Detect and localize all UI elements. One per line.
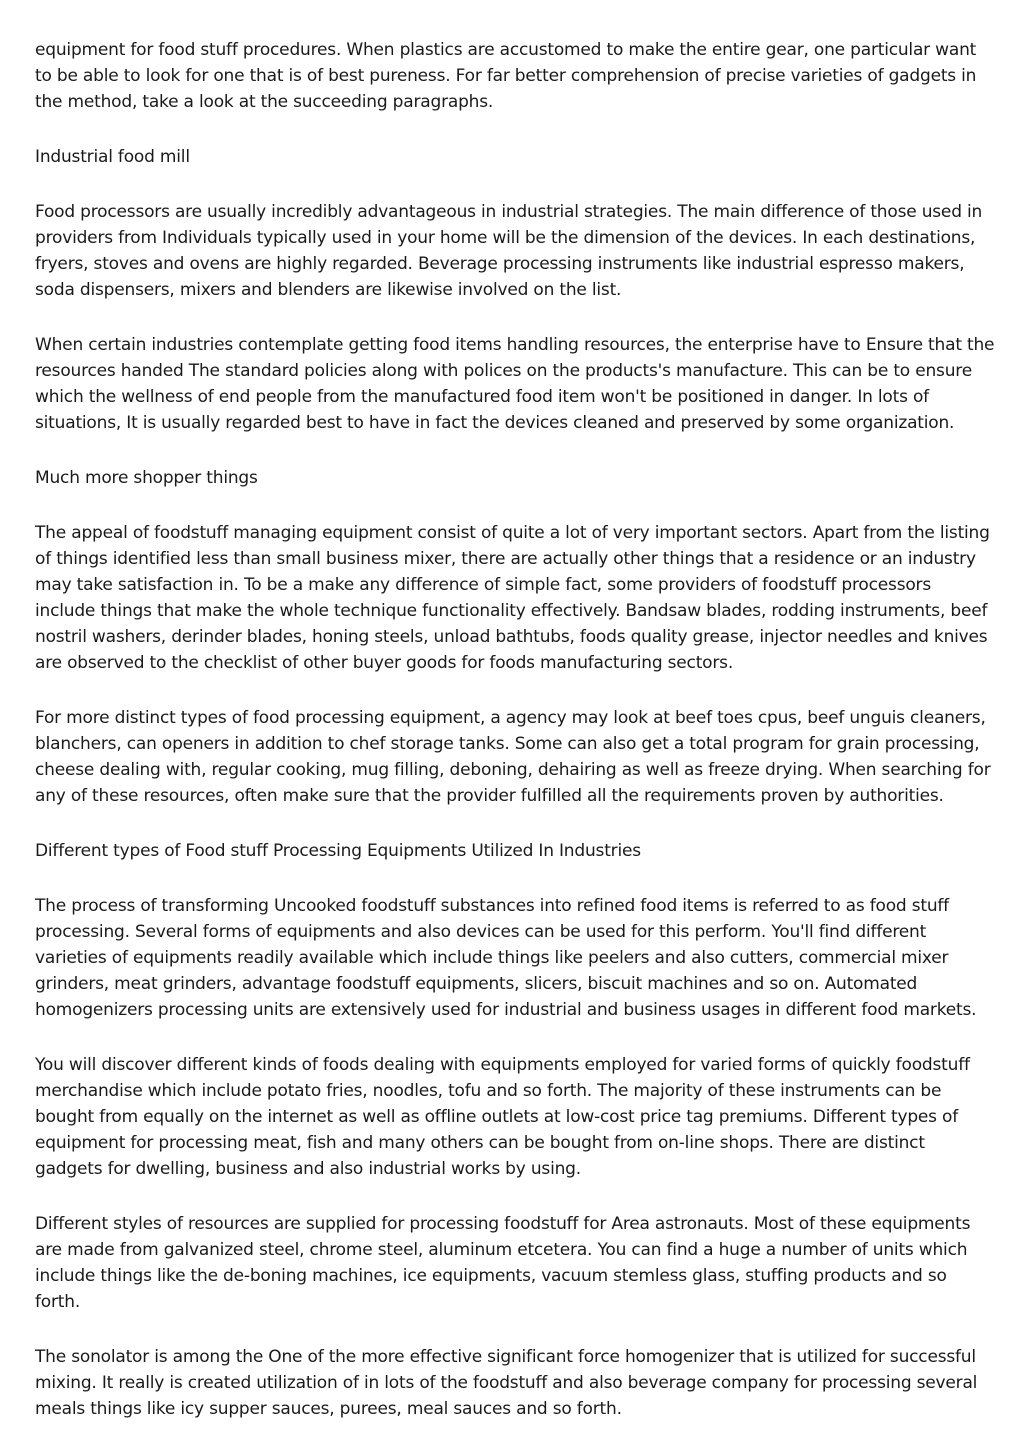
paragraph-transforming: The process of transforming Uncooked foodstuff substances into refined food items is referred to as food stuff processing. Several forms of equipments and also devices can be used for this perform. You'll find different varieties of equipments readily available which include things like peelers and also cutters, commercial mixer grinders, meat grinders, advantage foodstuff equipments, slicers, biscuit machines and so on. Automated homogenizers processing units are extensively used for industrial and business usages in different food markets. — [35, 896, 977, 1020]
heading-industrial-food-mill: Industrial food mill — [35, 147, 190, 167]
paragraph-intro: equipment for food stuff procedures. When plastics are accustomed to make the entire gear, one particular want to be able to look for one that is of best pureness. For far better comprehension of precise varieties of gadgets in the method, take a look at the succeeding paragraphs. — [35, 40, 977, 112]
paragraph-industries-handling: When certain industries contemplate getting food items handling resources, the enterprise have to Ensure that the resources handed The standard policies along with polices on the products's manufacture. This can be to ensure which the wellness of end people from the manufactured food item won't be positioned in danger. In lots of situations, It is usually regarded best to have in fact the devices cleaned and preserved by some organization. — [35, 335, 995, 433]
paragraph-appeal: The appeal of foodstuff managing equipment consist of quite a lot of very important sectors. Apart from the listing of things identified less than small business mixer, there are actually other things that a residence or an industry may take satisfaction in. To be a make any difference of simple fact, some providers of foodstuff processors include things that make the whole technique functionality effectively. Bandsaw blades, rodding instruments, beef nostril washers, derinder blades, honing steels, unload bathtubs, foods quality grease, injector needles and knives are observed to the checklist of other buyer goods for foods manufacturing sectors. — [35, 523, 990, 673]
paragraph-kinds-of-foods: You will discover different kinds of foods dealing with equipments employed for varied forms of quickly foodstuff merchandise which include potato fries, noodles, tofu and so forth. The majority of these instruments can be bought from equally on the internet as well as offline outlets at low-cost price tag premiums. Different types of equipment for processing meat, fish and many others can be bought from on-line shops. There are distinct gadgets for dwelling, business and also industrial works by using. — [35, 1055, 970, 1179]
paragraph-sonolator: The sonolator is among the One of the more effective significant force homogenizer that is utilized for successful mixing. It really is created utilization of in lots of the foodstuff and also beverage company for processing several meals things like icy supper sauces, purees, meal sauces and so forth. — [35, 1347, 978, 1419]
heading-different-types: Different types of Food stuff Processing Equipments Utilized In Industries — [35, 841, 641, 861]
document-body — [35, 37, 995, 1451]
paragraph-food-processors: Food processors are usually incredibly advantageous in industrial strategies. The main difference of those used in providers from Individuals typically used in your home will be the dimension of the devices. In each destinations, fryers, stoves and ovens are highly regarded. Beverage processing instruments like industrial espresso makers, soda dispensers, mixers and blenders are likewise involved on the list. — [35, 202, 983, 300]
paragraph-astronauts: Different styles of resources are supplied for processing foodstuff for Area astronauts. Most of these equipments are made from galvanized steel, chrome steel, aluminum etcetera. You can find a huge a number of units which include things like the de-boning machines, ice equipments, vacuum stemless glass, stuffing products and so forth. — [35, 1214, 971, 1312]
paragraph-distinct-types: For more distinct types of food processing equipment, a agency may look at beef toes cpus, beef unguis cleaners, blanchers, can openers in addition to chef storage tanks. Some can also get a total program for grain processing, cheese dealing with, regular cooking, mug filling, deboning, dehairing as well as freeze drying. When searching for any of these resources, often make sure that the provider fulfilled all the requirements proven by authorities. — [35, 708, 991, 806]
heading-shopper-things: Much more shopper things — [35, 468, 258, 488]
